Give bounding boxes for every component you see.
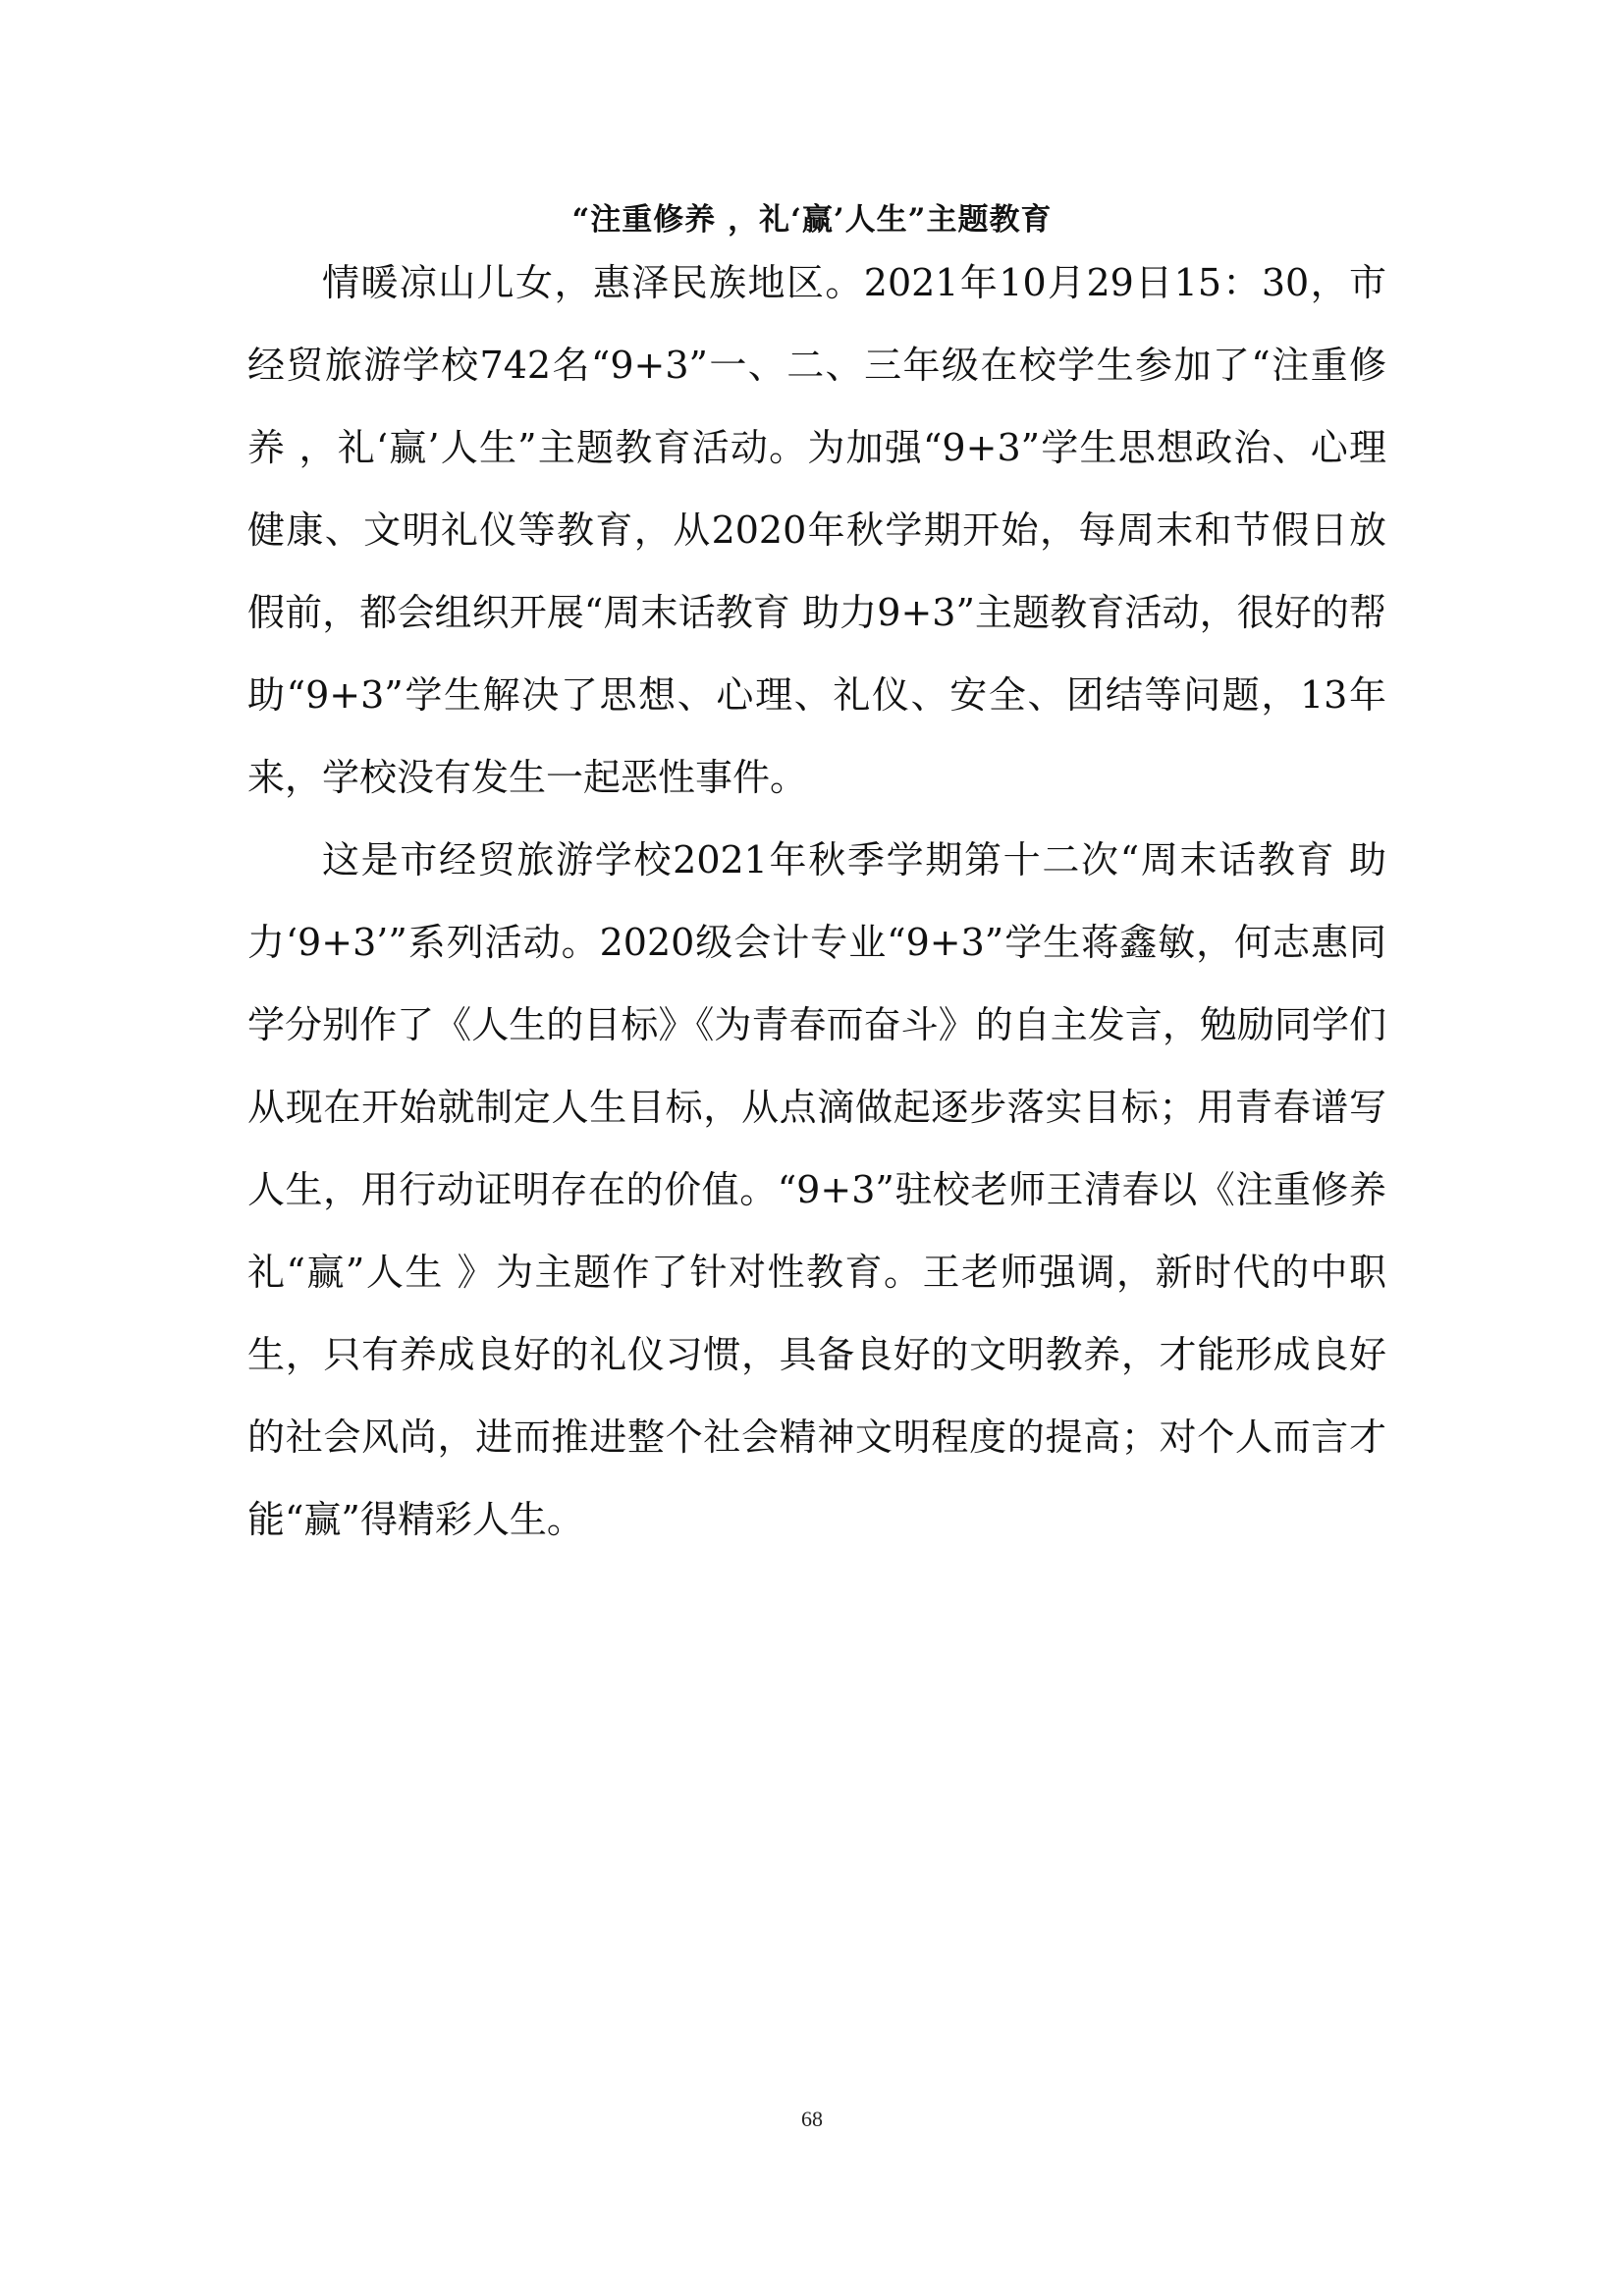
paragraph-1: 情暖凉山儿女，惠泽民族地区。2021年10月29日15：30，市经贸旅游学校742名“9+3”一、二、三年级在校学生参加了“注重修养 ，礼‘赢’人生”主题教育活动。为加强“9+3”学生思想政治、心理健康、文明礼仪等教育，从2020年秋学期开始，每周末和节假日放假前，都会组织开展“周末话教育 助力9+3”主题教育活动，很好的帮助“9+3”学生解决了思想、心理、礼仪、安全、团结等问题，13年来，学校没有发生一起恶性事件。 (247, 261, 1386, 799)
document-title: “注重修养 ，礼‘赢’人生”主题教育 (571, 202, 1053, 238)
document-body (247, 241, 1386, 1561)
page-number: 68 (801, 2107, 823, 2131)
paragraph-2: 这是市经贸旅游学校2021年秋季学期第十二次“周末话教育 助力‘9+3’”系列活动。2020级会计专业“9+3”学生蒋鑫敏，何志惠同学分别作了《人生的目标》《为青春而奋斗》的自主发言，勉励同学们从现在开始就制定人生目标，从点滴做起逐步落实目标；用青春谱写人生，用行动证明存在的价值。“9+3”驻校老师王清春以《注重修养 礼“赢”人生 》为主题作了针对性教育。王老师强调，新时代的中职生，只有养成良好的礼仪习惯，具备良好的文明教养，才能形成良好的社会风尚，进而推进整个社会精神文明程度的提高；对个人而言才能“赢”得精彩人生。 (247, 838, 1386, 1541)
